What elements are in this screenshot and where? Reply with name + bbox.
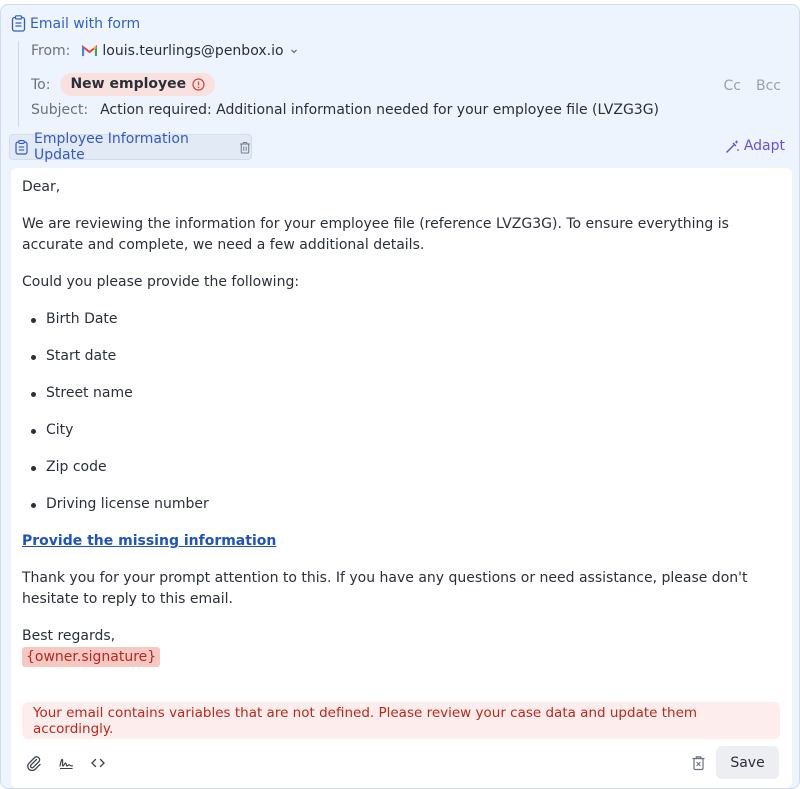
from-selector[interactable] <box>82 43 298 59</box>
alert-circle-icon <box>192 78 205 91</box>
template-name: Employee Information Update <box>34 131 189 163</box>
thread-line <box>18 41 19 127</box>
list-item: Street name <box>22 383 782 404</box>
signature-variable[interactable]: {owner.signature} <box>22 647 160 667</box>
list-item: City <box>22 420 782 441</box>
requested-items-list <box>22 309 782 515</box>
from-row <box>31 43 299 59</box>
undefined-variables-warning: Your email contains variables that are not defined. Please review your case data and update them accordingly. <box>22 702 780 739</box>
code-icon[interactable] <box>89 754 107 772</box>
closing-paragraph: Thank you for your prompt attention to this. If you have any questions or need assistance, please don't hesitate to reply to this email. <box>22 570 748 607</box>
regards: Best regards, <box>22 628 116 644</box>
clipboard-icon <box>11 15 26 32</box>
trash-icon[interactable] <box>689 754 707 772</box>
template-chip[interactable] <box>9 131 252 163</box>
subject-row <box>31 102 659 118</box>
request-paragraph: Could you please provide the following: <box>22 274 300 290</box>
cc-button[interactable]: Cc <box>723 78 741 94</box>
magic-wand-icon <box>725 139 740 154</box>
subject-label: Subject: <box>31 102 89 118</box>
editor-toolbar <box>25 754 107 772</box>
gmail-icon <box>82 45 97 57</box>
from-label: From: <box>31 43 71 59</box>
bcc-button[interactable]: Bcc <box>756 78 781 94</box>
from-email: louis.teurlings@penbox.io <box>102 43 284 59</box>
subject-value[interactable]: Action required: Additional information needed for your employee file (LVZG3G) <box>100 102 660 118</box>
email-card <box>0 4 800 789</box>
clipboard-icon <box>15 140 28 155</box>
save-button[interactable]: Save <box>716 746 779 779</box>
to-row <box>31 73 215 96</box>
signature-icon[interactable] <box>57 754 75 772</box>
email-body[interactable] <box>22 177 782 668</box>
adapt-label: Adapt <box>743 138 785 154</box>
paperclip-icon[interactable] <box>25 754 43 772</box>
list-item: Zip code <box>22 457 782 478</box>
trash-icon[interactable] <box>239 141 251 154</box>
list-item: Birth Date <box>22 309 782 330</box>
recipient-name: New employee <box>70 76 187 92</box>
greeting: Dear, <box>22 179 61 195</box>
list-item: Start date <box>22 346 782 367</box>
email-editor[interactable] <box>11 168 792 788</box>
recipient-chip[interactable] <box>60 73 215 96</box>
email-header <box>11 15 140 32</box>
chevron-down-icon <box>289 46 299 56</box>
adapt-button[interactable] <box>725 138 785 154</box>
email-title: Email with form <box>30 15 141 32</box>
to-label: To: <box>31 76 51 93</box>
missing-info-link[interactable]: Provide the missing information <box>22 533 277 549</box>
list-item: Driving license number <box>22 494 782 515</box>
intro-paragraph: We are reviewing the information for your employee file (reference LVZG3G). To ensure everything is accurate and complete, we need a few additional details. <box>22 216 729 253</box>
